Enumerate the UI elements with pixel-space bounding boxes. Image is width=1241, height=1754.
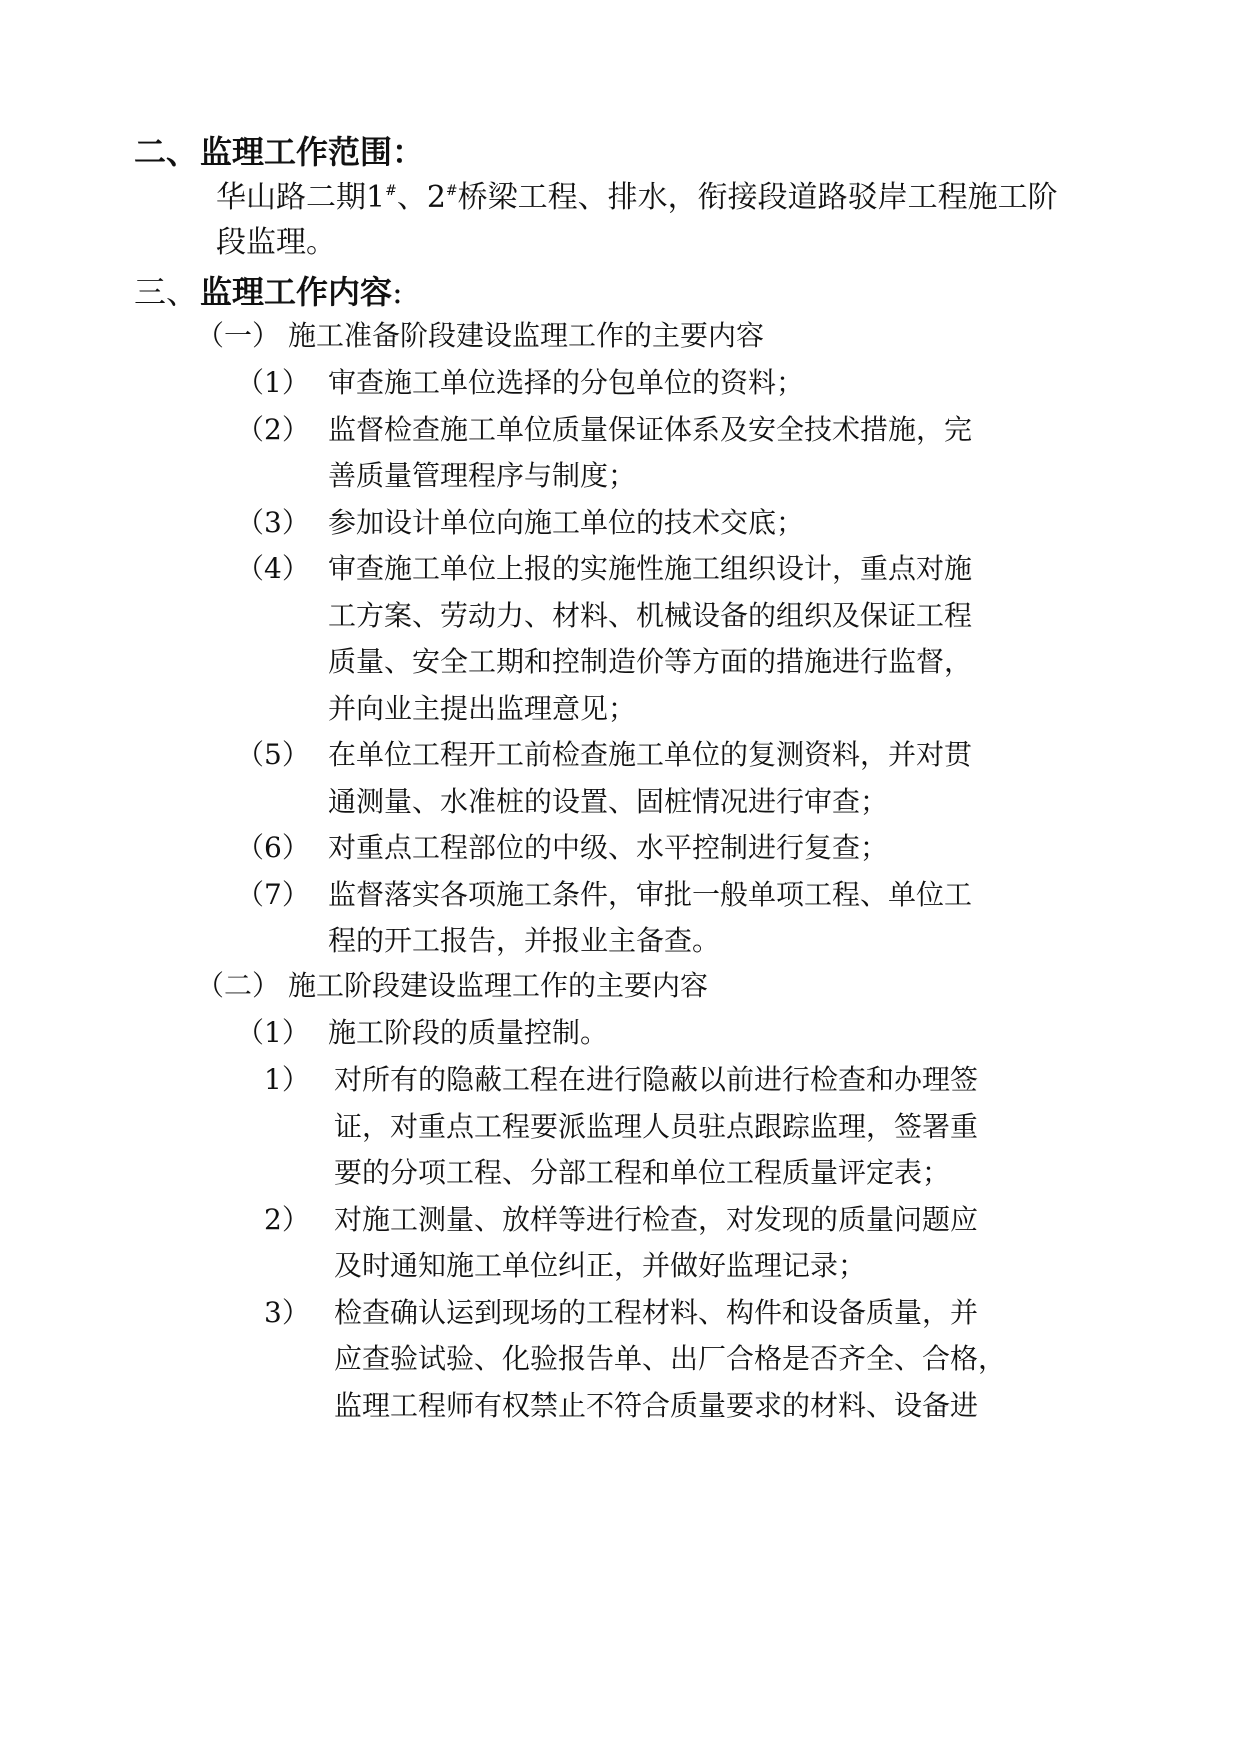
section-heading-content: [134, 273, 199, 311]
list-item-number: （1）: [236, 366, 310, 399]
subsection-number: （二）: [196, 969, 281, 1002]
list-item-text: 应查验试验、化验报告单、出厂合格是否齐全、合格，: [334, 1342, 1007, 1375]
list-item-number: 3）: [264, 1295, 310, 1329]
list-item-text: 善质量管理程序与制度；: [328, 459, 637, 492]
subsection-number: （一）: [196, 319, 281, 352]
list-item-number: （4）: [236, 552, 310, 585]
scope-paragraph-line: 华山路二期1#、2#桥梁工程、排水，衔接段道路驳岸工程施工阶: [216, 180, 1058, 215]
list-item-text: 对施工测量、放样等进行检查，对发现的质量问题应: [334, 1202, 979, 1236]
list-item-text: 对重点工程部位的中级、水平控制进行复查；: [328, 831, 889, 864]
list-item-text: 检查确认运到现场的工程材料、构件和设备质量，并: [334, 1295, 979, 1329]
list-item-text: 参加设计单位向施工单位的技术交底；: [328, 505, 805, 539]
subsection-title: 施工准备阶段建设监理工作的主要内容: [288, 319, 765, 352]
list-item-text: 施工阶段的质量控制。: [328, 1016, 609, 1049]
list-item-number: （5）: [236, 738, 310, 771]
list-item-text: 审查施工单位选择的分包单位的资料；: [328, 366, 805, 399]
list-item-text: 监督检查施工单位质量保证体系及安全技术措施，完: [328, 412, 973, 446]
list-item-number: 2）: [264, 1202, 310, 1236]
list-item-number: （2）: [236, 412, 310, 446]
list-item-text: 并向业主提出监理意见；: [328, 691, 637, 725]
list-item-text: 监理工程师有权禁止不符合质量要求的材料、设备进: [334, 1388, 979, 1422]
list-item-number: （3）: [236, 505, 310, 539]
section-title-scope: 监理工作范围：: [200, 133, 425, 171]
list-item-number: （1）: [236, 1016, 310, 1049]
list-item-text: 对所有的隐蔽工程在进行隐蔽以前进行检查和办理签: [334, 1063, 979, 1096]
section-number: 二、: [134, 133, 199, 171]
section-heading-scope: [134, 133, 199, 171]
list-item-text: 程的开工报告，并报业主备查。: [328, 924, 721, 957]
list-item-number: 1）: [264, 1063, 310, 1096]
list-item-text: 及时通知施工单位纠正，并做好监理记录；: [334, 1249, 867, 1282]
list-item-text: 在单位工程开工前检查施工单位的复测资料，并对贯: [328, 738, 973, 771]
list-item-number: （7）: [236, 877, 310, 911]
list-item-number: （6）: [236, 831, 310, 864]
subsection-title: 施工阶段建设监理工作的主要内容: [288, 969, 709, 1002]
list-item-text: 要的分项工程、分部工程和单位工程质量评定表；: [334, 1156, 951, 1189]
list-item-text: 监督落实各项施工条件，审批一般单项工程、单位工: [328, 877, 973, 911]
section-number: 三、: [134, 273, 199, 311]
list-item-text: 工方案、劳动力、材料、机械设备的组织及保证工程: [328, 598, 973, 632]
scope-paragraph-line: 段监理。: [216, 225, 336, 260]
list-item-text: 通测量、水准桩的设置、固桩情况进行审查；: [328, 784, 889, 818]
list-item-text: 证，对重点工程要派监理人员驻点跟踪监理，签署重: [334, 1109, 979, 1143]
section-title-content: 监理工作内容:: [200, 273, 403, 311]
list-item-text: 审查施工单位上报的实施性施工组织设计，重点对施: [328, 552, 973, 585]
list-item-text: 质量、安全工期和控制造价等方面的措施进行监督，: [328, 645, 973, 678]
